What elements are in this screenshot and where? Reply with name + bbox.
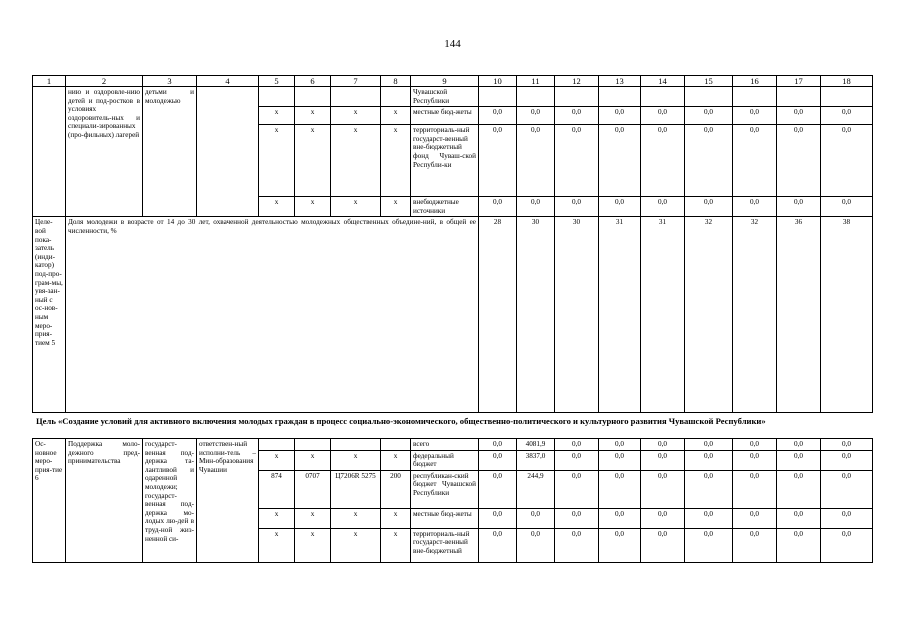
executor-cell: ответствен-ный исполни-тель – Мин-образования Чувашии (197, 439, 259, 563)
code-cell (259, 439, 295, 451)
value-cell: 0,0 (479, 125, 517, 197)
value-cell: 0,0 (641, 508, 685, 528)
value-cell (555, 87, 599, 107)
budget-table-top (32, 75, 873, 413)
header-cell: 3 (143, 76, 197, 87)
indicator-text: Доля молодежи в возрасте от 14 до 30 лет, охваченной деятельностью молодежных общественных объедине-ний, в общей ее численности, % (66, 217, 479, 413)
header-cell: 2 (66, 76, 143, 87)
value-cell: 0,0 (685, 508, 733, 528)
value-cell: 0,0 (555, 470, 599, 508)
value-cell: 244,9 (517, 470, 555, 508)
value-cell: 0,0 (685, 470, 733, 508)
indicator-value: 38 (821, 217, 873, 413)
code-cell: х (295, 528, 331, 562)
code-cell: х (259, 528, 295, 562)
code-cell (331, 87, 381, 107)
code-cell: х (295, 107, 331, 125)
code-cell (381, 87, 411, 107)
value-cell: 0,0 (685, 439, 733, 451)
code-cell: х (259, 450, 295, 470)
value-cell: 0,0 (599, 197, 641, 217)
code-cell: х (295, 508, 331, 528)
indicator-label: Целе-вой пока-затель (инди-катор) под-про-грам-мы, увя-зан-ный с ос-нов-ным меро-прия-тием 5 (33, 217, 66, 413)
source-cell: всего (411, 439, 479, 451)
value-cell: 0,0 (685, 125, 733, 197)
value-cell: 0,0 (821, 528, 873, 562)
value-cell: 0,0 (733, 107, 777, 125)
header-cell: 12 (555, 76, 599, 87)
code-cell (259, 87, 295, 107)
value-cell: 0,0 (777, 197, 821, 217)
value-cell: 0,0 (821, 470, 873, 508)
source-cell: внебюджетные источники (411, 197, 479, 217)
value-cell: 0,0 (479, 528, 517, 562)
value-cell: 0,0 (685, 107, 733, 125)
value-cell: 0,0 (555, 528, 599, 562)
value-cell: 0,0 (479, 439, 517, 451)
source-cell: республикан-ский бюджет Чувашской Республики (411, 470, 479, 508)
table-row (33, 439, 873, 451)
value-cell: 0,0 (641, 528, 685, 562)
code-cell: х (259, 197, 295, 217)
header-cell: 1 (33, 76, 66, 87)
value-cell: 0,0 (479, 470, 517, 508)
executor-cell (197, 87, 259, 217)
value-cell: 0,0 (733, 528, 777, 562)
code-cell: х (259, 508, 295, 528)
indicator-value: 30 (517, 217, 555, 413)
code-cell: х (381, 528, 411, 562)
value-cell: 0,0 (599, 528, 641, 562)
header-cell: 11 (517, 76, 555, 87)
code-cell: 874 (259, 470, 295, 508)
code-cell: 0707 (295, 470, 331, 508)
indicator-value: 36 (777, 217, 821, 413)
value-cell: 0,0 (599, 470, 641, 508)
value-cell (517, 87, 555, 107)
code-cell: х (295, 450, 331, 470)
task-cell: детьми и молодежью (143, 87, 197, 217)
code-cell: х (381, 107, 411, 125)
header-cell: 4 (197, 76, 259, 87)
value-cell: 0,0 (821, 450, 873, 470)
value-cell: 0,0 (733, 197, 777, 217)
page-number: 144 (444, 38, 461, 50)
value-cell: 0,0 (517, 197, 555, 217)
header-cell: 15 (685, 76, 733, 87)
value-cell: 0,0 (821, 125, 873, 197)
source-cell: Чувашской Республики (411, 87, 479, 107)
code-cell: х (331, 125, 381, 197)
indicator-value: 31 (641, 217, 685, 413)
code-cell (381, 439, 411, 451)
value-cell: 0,0 (479, 450, 517, 470)
value-cell: 0,0 (517, 508, 555, 528)
value-cell: 0,0 (685, 197, 733, 217)
value-cell: 0,0 (733, 125, 777, 197)
code-cell: х (381, 508, 411, 528)
value-cell: 0,0 (599, 125, 641, 197)
code-cell: х (331, 107, 381, 125)
value-cell: 0,0 (733, 470, 777, 508)
value-cell: 0,0 (599, 107, 641, 125)
value-cell: 0,0 (641, 197, 685, 217)
code-cell (295, 439, 331, 451)
code-cell: х (331, 508, 381, 528)
value-cell: 0,0 (555, 125, 599, 197)
source-cell: территориаль-ный государст-венный вне-бюджетный фонд Чуваш-ской Республи-ки (411, 125, 479, 197)
value-cell: 0,0 (821, 508, 873, 528)
indicator-value: 28 (479, 217, 517, 413)
table-row (33, 87, 873, 107)
source-cell: федеральный бюджет (411, 450, 479, 470)
code-cell: х (331, 450, 381, 470)
budget-table-bottom (32, 438, 873, 563)
code-cell: х (259, 107, 295, 125)
header-row (33, 76, 873, 87)
value-cell: 0,0 (777, 107, 821, 125)
value-cell: 0,0 (641, 470, 685, 508)
value-cell: 0,0 (777, 528, 821, 562)
value-cell: 0,0 (555, 450, 599, 470)
value-cell: 0,0 (777, 125, 821, 197)
value-cell: 0,0 (733, 439, 777, 451)
header-cell: 8 (381, 76, 411, 87)
value-cell: 0,0 (777, 470, 821, 508)
value-cell: 0,0 (555, 107, 599, 125)
value-cell: 0,0 (479, 508, 517, 528)
header-cell: 16 (733, 76, 777, 87)
value-cell: 0,0 (733, 508, 777, 528)
code-cell: х (331, 528, 381, 562)
value-cell: 0,0 (641, 125, 685, 197)
value-cell: 0,0 (479, 107, 517, 125)
code-cell: х (331, 197, 381, 217)
indicator-value: 30 (555, 217, 599, 413)
value-cell: 0,0 (599, 508, 641, 528)
activity-number-cell: Ос-новное меро-прия-тие 6 (33, 439, 66, 563)
activity-cell: Поддержка моло-дежного пред-принимательства (66, 439, 143, 563)
value-cell: 0,0 (821, 439, 873, 451)
header-cell: 17 (777, 76, 821, 87)
value-cell: 0,0 (821, 107, 873, 125)
activity-cell: нию и оздоровле-нию детей и под-ростков в условиях оздоровитель-ных и специали-зированных (про-фильных) лагерей (66, 87, 143, 217)
value-cell (599, 87, 641, 107)
value-cell: 3837,0 (517, 450, 555, 470)
code-cell: х (295, 197, 331, 217)
value-cell: 0,0 (641, 450, 685, 470)
value-cell: 0,0 (685, 528, 733, 562)
value-cell (821, 87, 873, 107)
value-cell: 4081,9 (517, 439, 555, 451)
goal-heading: Цель «Создание условий для активного включения молодых граждан в процесс социально-экономического, общественно-политического и культурного развития Чувашской Республики» (36, 416, 766, 426)
value-cell: 0,0 (777, 450, 821, 470)
value-cell: 0,0 (599, 439, 641, 451)
header-cell: 18 (821, 76, 873, 87)
header-cell: 9 (411, 76, 479, 87)
indicator-value: 32 (685, 217, 733, 413)
value-cell: 0,0 (599, 450, 641, 470)
header-cell: 13 (599, 76, 641, 87)
value-cell (733, 87, 777, 107)
indicator-value: 31 (599, 217, 641, 413)
value-cell: 0,0 (641, 107, 685, 125)
value-cell (777, 87, 821, 107)
indicator-row (33, 217, 873, 413)
code-cell (331, 439, 381, 451)
value-cell: 0,0 (517, 125, 555, 197)
code-cell: х (259, 125, 295, 197)
value-cell (685, 87, 733, 107)
header-cell: 10 (479, 76, 517, 87)
value-cell (641, 87, 685, 107)
source-cell: местные бюд-жеты (411, 107, 479, 125)
code-cell: 200 (381, 470, 411, 508)
code-cell: х (381, 450, 411, 470)
row-label-cell (33, 87, 66, 217)
source-cell: территориаль-ный государст-венный вне-бюджетный (411, 528, 479, 562)
code-cell: х (381, 197, 411, 217)
value-cell: 0,0 (821, 197, 873, 217)
value-cell: 0,0 (733, 450, 777, 470)
value-cell (479, 87, 517, 107)
value-cell: 0,0 (517, 528, 555, 562)
code-cell (295, 87, 331, 107)
header-cell: 7 (331, 76, 381, 87)
indicator-value: 32 (733, 217, 777, 413)
code-cell: х (295, 125, 331, 197)
header-cell: 6 (295, 76, 331, 87)
value-cell: 0,0 (641, 439, 685, 451)
value-cell: 0,0 (555, 439, 599, 451)
code-cell: х (381, 125, 411, 197)
task-cell: государст-венная под-держка та-лантливой и одаренной молодежи; государст-венная под-держка мо-лодых лю-дей в труд-ной жиз-ненной си- (143, 439, 197, 563)
header-cell: 14 (641, 76, 685, 87)
code-cell: Ц7206R 5275 (331, 470, 381, 508)
value-cell: 0,0 (777, 439, 821, 451)
source-cell: местные бюд-жеты (411, 508, 479, 528)
header-cell: 5 (259, 76, 295, 87)
value-cell: 0,0 (555, 508, 599, 528)
value-cell: 0,0 (517, 107, 555, 125)
value-cell: 0,0 (479, 197, 517, 217)
value-cell: 0,0 (777, 508, 821, 528)
value-cell: 0,0 (685, 450, 733, 470)
value-cell: 0,0 (555, 197, 599, 217)
